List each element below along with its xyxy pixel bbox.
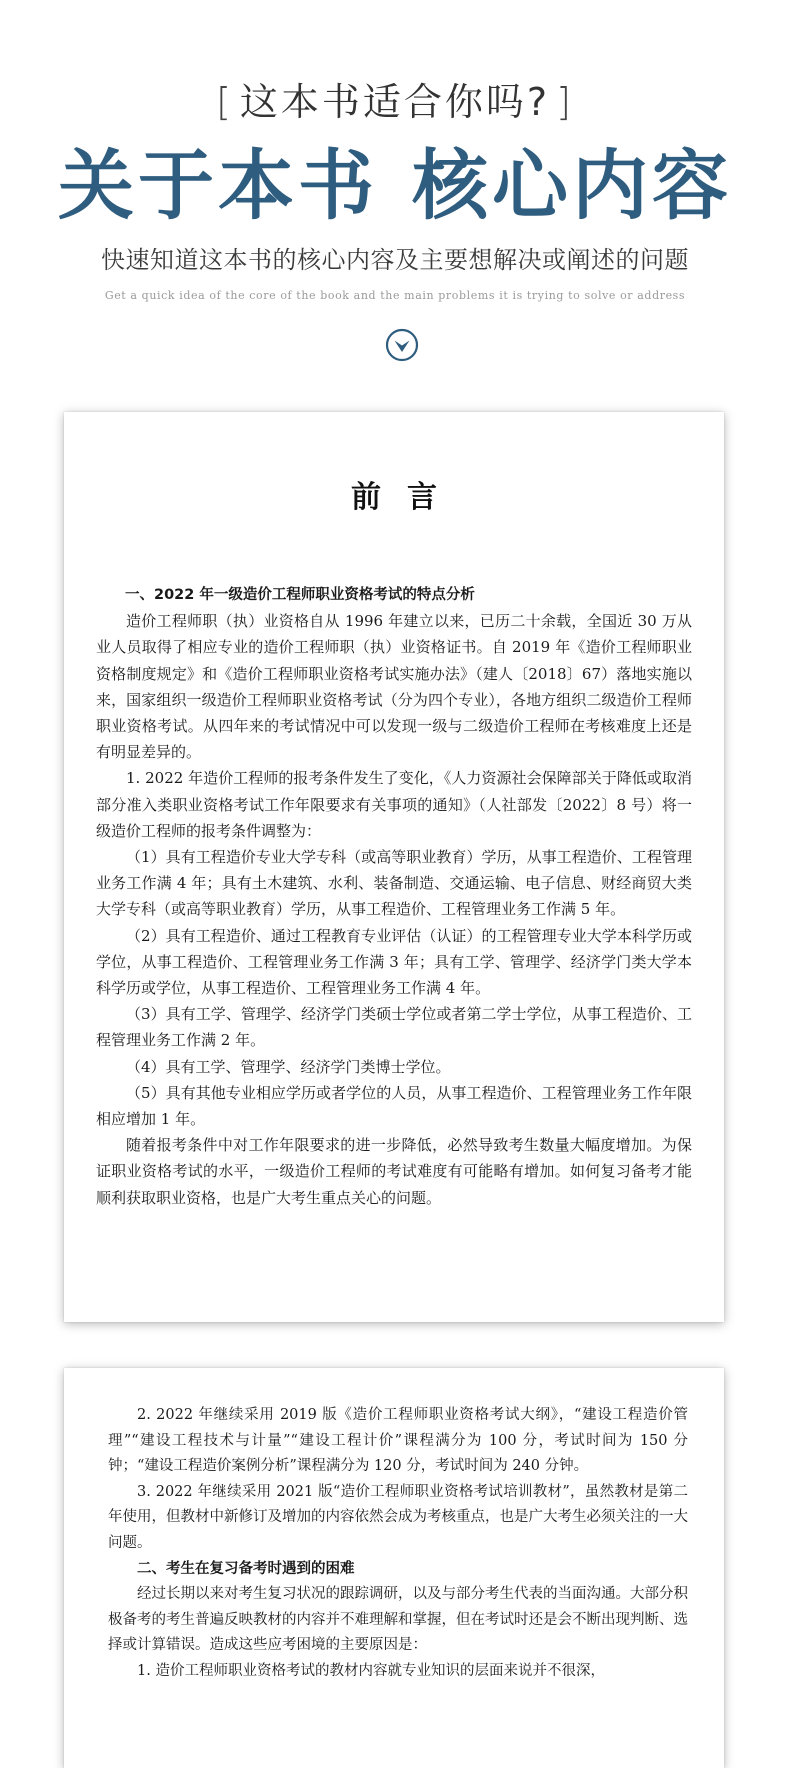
main-title-part2: 核心内容	[412, 141, 732, 230]
kicker-text: 这本书适合你吗?	[239, 80, 551, 124]
preface-title: 前言	[351, 480, 463, 515]
subtitle-english: Get a quick idea of the core of the book and the main problems it is trying to solve or address	[104, 289, 686, 302]
paragraph: 造价工程师职（执）业资格自从 1996 年建立以来，已历二十余载，全国近 30 万从业人员取得了相应专业的造价工程师职（执）业资格证书。自 2019 年《造价工程师职业资格制度规定》和《造价工程师职业资格考试实施办法》（建人〔2018〕67）落地实施以来，国家组织一级造价工程师职业资格考试（分为四个专业），各地方组织二级造价工程师职业资格考试。从四年来的考试情况中可以发现一级与二级造价工程师在考核难度上还是有明显差异的。	[96, 612, 692, 762]
bracket-open: [	[216, 80, 234, 124]
chevron-down-circle-icon[interactable]	[385, 328, 419, 362]
section-heading: 二、考生在复习备考时遇到的困难	[137, 1560, 355, 1577]
paragraph: 1. 造价工程师职业资格考试的教材内容就专业知识的层面来说并不很深，	[137, 1662, 605, 1679]
kicker-heading	[0, 76, 790, 128]
page2-body	[108, 1403, 688, 1685]
paragraph: 1. 2022 年造价工程师的报考条件发生了变化，《人力资源社会保障部关于降低或取消部分准入类职业资格考试工作年限要求有关事项的通知》（人社部发〔2022〕8 号）将一级造价工程师的报考条件调整为：	[96, 769, 692, 840]
main-title-part1: 关于本书	[58, 141, 378, 230]
bracket-close: ]	[556, 80, 574, 124]
header-section	[0, 0, 790, 400]
paragraph: 3. 2022 年继续采用 2021 版“造价工程师职业资格考试培训教材”，虽然教材是第二年使用，但教材中新修订及增加的内容依然会成为考核重点，也是广大考生必须关注的一大问题。	[108, 1483, 688, 1551]
paragraph: 经过长期以来对考生复习状况的跟踪调研，以及与部分考生代表的当面沟通。大部分积极备考的考生普遍反映教材的内容并不难理解和掌握，但在考试时还是会不断出现判断、选择或计算错误。造成这些应考困境的主要原因是：	[108, 1586, 688, 1654]
paragraph: 随着报考条件中对工作年限要求的进一步降低，必然导致考生数量大幅度增加。为保证职业资格考试的水平，一级造价工程师的考试难度有可能略有增加。如何复习备考才能顺利获取职业资格，也是广大考生重点关心的问题。	[96, 1136, 692, 1207]
paragraph: （4）具有工学、管理学、经济学门类博士学位。	[126, 1057, 451, 1076]
paragraph: （2）具有工程造价、通过工程教育专业评估（认证）的工程管理专业大学本科学历或学位，从事工程造价、工程管理业务工作满 3 年；具有工学、管理学、经济学门类大学本科学历或学位，从事工程造价、工程管理业务工作满 4 年。	[96, 926, 692, 998]
preface-body	[96, 582, 692, 1211]
subtitle: 快速知道这本书的核心内容及主要想解决或阐述的问题	[101, 246, 689, 274]
paragraph: 2. 2022 年继续采用 2019 版《造价工程师职业资格考试大纲》，“建设工程造价管理”“建设工程技术与计量”“建设工程计价”课程满分为 100 分，考试时间为 150 分钟；“建设工程造价案例分析”课程满分为 120 分，考试时间为 240 分钟。	[108, 1407, 688, 1475]
paragraph: （1）具有工程造价专业大学专科（或高等职业教育）学历，从事工程造价、工程管理业务工作满 4 年；具有土木建筑、水利、装备制造、交通运输、电子信息、财经商贸大类大学专科（或高等职业教育）学历，从事工程造价、工程管理业务工作满 5 年。	[96, 848, 692, 919]
paragraph: （5）具有其他专业相应学历或者学位的人员，从事工程造价、工程管理业务工作年限相应增加 1 年。	[96, 1083, 692, 1129]
main-title	[0, 140, 790, 232]
book-page-continued	[64, 1368, 724, 1768]
section-heading: 一、2022 年一级造价工程师职业资格考试的特点分析	[125, 587, 475, 603]
book-page-preface	[64, 412, 724, 1322]
paragraph: （3）具有工学、管理学、经济学门类硕士学位或者第二学士学位，从事工程造价、工程管理业务工作满 2 年。	[96, 1005, 692, 1050]
